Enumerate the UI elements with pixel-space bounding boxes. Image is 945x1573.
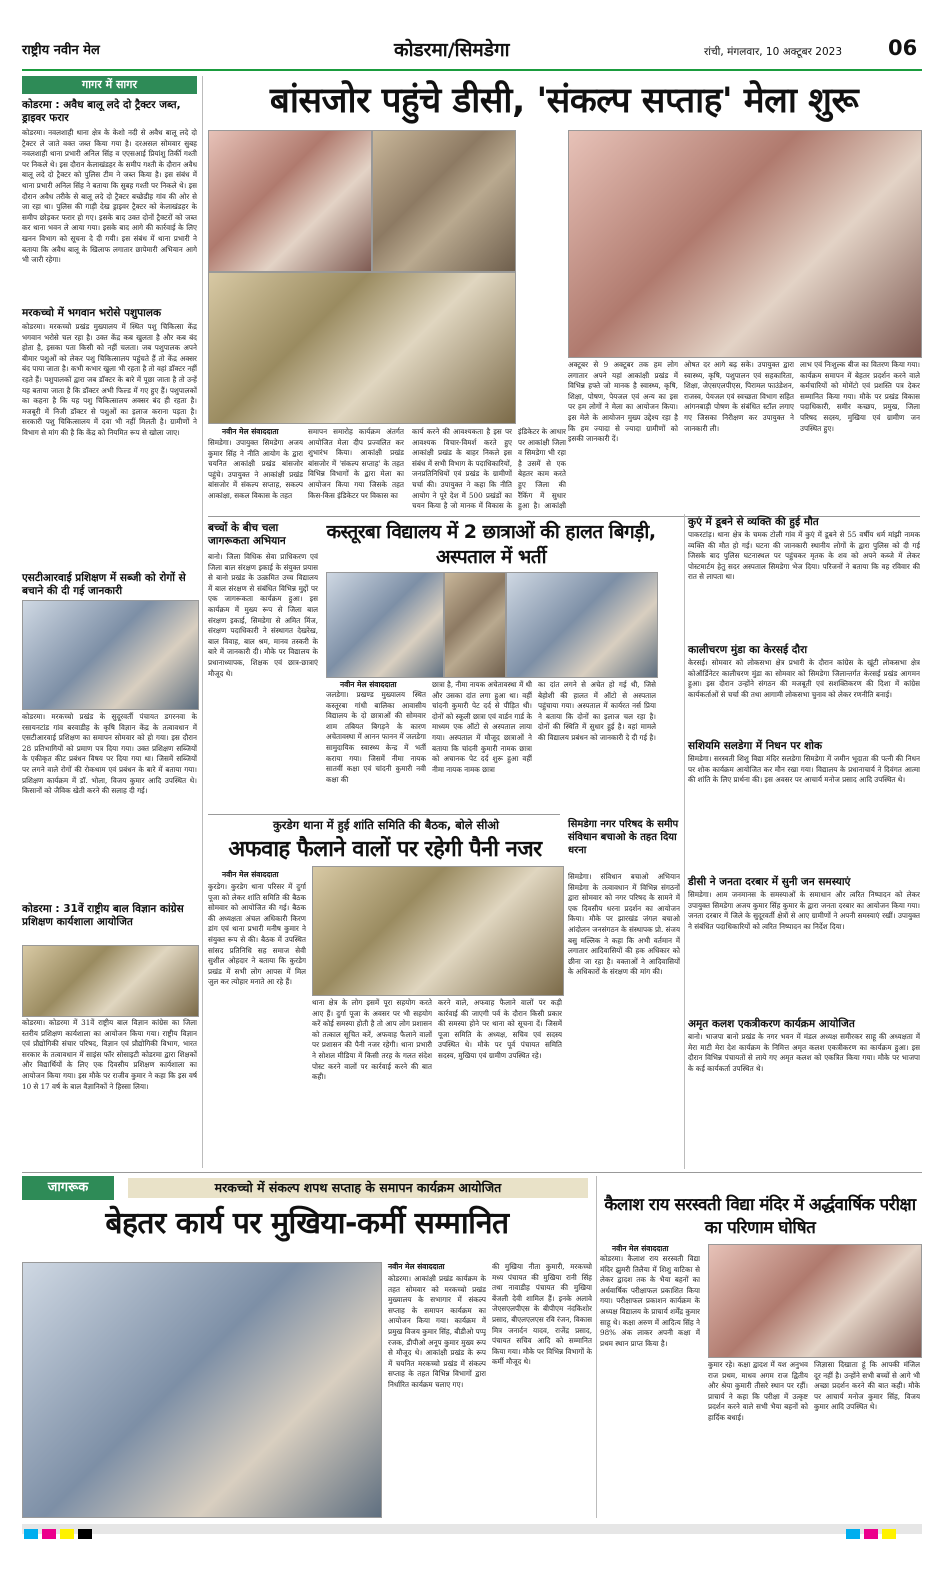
kurdeg-body-col2: थाना क्षेत्र के लोग इसमें पूरा सहयोग करते आए हैं। दुर्गा पूजा के अवसर पर भी सहयोग करें कोई समस्या होती है तो आप लोग प्रशासन को तत्काल सूचित करें, अफवाह फैलाने वालों पर प्रशासन की पैनी नजर रहेगी। थाना प्रभारी ने सोशल मीडिया में किसी तरह के गलत संदेश पोस्ट करने वालों पर कार्रवाई करने की बात कही।: [312, 998, 432, 1082]
registration-yellow-right: [882, 1529, 896, 1539]
left-section-banner: गागर में सागर: [22, 76, 197, 94]
kasturba-headline: कस्तूरबा विद्यालय में 2 छात्राओं की हालत बिगड़ी, अस्पताल में भर्ती: [326, 521, 656, 568]
school-byline: नवीन मेल संवाददाता: [612, 1244, 669, 1253]
kurdeg-meeting-photo: [312, 866, 564, 996]
kasturba-body-col3: का दांत लगने से अचेत हो गई थी, जिसे बेहोशी की हालत में ऑटो से अस्पताल पहुंचाया गया। अस्पताल में कार्यरत नर्स प्रिया ने बताया कि दोनों का इलाज चल रहा है। दोनों की स्थिति में सुधार हुई है। वहां मामले की विद्यालय प्रबंधन को जानकारी दे दी गई है।: [538, 680, 656, 742]
page-number: 06: [888, 36, 918, 60]
brief-amrit-kalash-headline: अमृत कलश एकत्रीकरण कार्यक्रम आयोजित: [688, 1018, 855, 1030]
bottom-byline: नवीन मेल संवाददाता: [388, 1262, 445, 1271]
registration-cyan: [24, 1529, 38, 1539]
lead-body-col5b: इंडिकेटर के आधार पर आकांक्षी जिला व सिमडेगा भी रहा है उसमें से एक बेहतर काम करते हुए जिला की रैंकिंग में सुधार हुआ है। आकांक्षी: [518, 427, 566, 511]
color-registration-strip-right: [846, 1524, 900, 1543]
brief-kalicharan-headline: कालीचरण मुंडा का केरसई दौरा: [688, 644, 808, 656]
lead-photo-dc-award: [208, 130, 372, 272]
school-body-col3: जिज्ञासा दिखाता हूं कि आपकी मंजिल दूर नहीं है। उन्होंने सभी बच्चों से आगे भी अच्छा प्रदर्शन करने की बात कही। मौके पर आचार्य मनोज कुमार सिंह, विजय कुमार आदि उपस्थित थे।: [814, 1360, 920, 1412]
science-congress-photo: [22, 945, 199, 1017]
brief-janta-darbar-headline: डीसी ने जनता दरबार में सुनी जन समस्याएं: [688, 876, 851, 888]
dateline: रांची, मंगलवार, 10 अक्टूबर 2023: [704, 46, 842, 58]
bottom-top-rule: [22, 1172, 922, 1173]
registration-yellow: [60, 1529, 74, 1539]
school-headline: कैलाश राय सरस्वती विद्या मंदिर में अर्द्धवार्षिक परीक्षा का परिणाम घोषित: [604, 1195, 916, 1238]
brief-condolence-headline: सशियमि सलडेगा में निधन पर शोक: [688, 740, 823, 752]
kurdeg-body-col3: करने वाले, अफवाह फैलाने वालों पर कड़ी कार्रवाई की जाएगी पर्व के दौरान किसी प्रकार की समस्या होने पर थाना को सूचना दें। जिसमें पूजा समिति के अध्यक्ष, सचिव एवं सदस्य उपस्थित थे। मौके पर पूर्व पंचायत समिति सदस्य, मुखिया एवं ग्रामीण उपस्थित रहे।: [438, 998, 562, 1060]
paper-logo: राष्ट्रीय नवीन मेल: [22, 43, 100, 58]
kasturba-byline: नवीन मेल संवाददाता: [340, 680, 397, 689]
bottom-headline: बेहतर कार्य पर मुखिया-कर्मी सम्मानित: [105, 1206, 509, 1241]
left-story3-headline: एसटीआरवाई प्रशिक्षण में सब्जी को रोगों से बचाने की दी गई जानकारी: [22, 572, 186, 597]
school-body-col1: कोडरमा। कैलाश राय सरस्वती विद्या मंदिर झुमरी तिलैया में शिशु वाटिका से लेकर द्वादश तक के भैया बहनों का अर्धवार्षिक परीक्षाफल प्रकाशित किया गया। परीक्षाफल प्रकाशन कार्यक्रम के अध्यक्ष विद्यालय के प्राचार्य शर्मेंद्र कुमार साहू थे। कक्षा अरुण में आदित्य सिंह ने 98% अंक लाकर अपनी कक्षा में प्रथम स्थान प्राप्त किया है।: [600, 1254, 700, 1348]
kasturba-photo-3: [506, 572, 658, 678]
jagruk-tag: जागरूक: [22, 1176, 114, 1200]
left-divider: [202, 76, 203, 1168]
lead-body-col6: अक्टूबर से 9 अक्टूबर तक हम लोग लगातार अपने यहां आकांक्षी प्रखंड में विभिन्न हफ्ते जो मानक है स्वास्थ्य, कृषि, शिक्षा, पोषण, पेयजल एवं अन्य का इस पर हम लोगों ने मेला का आयोजन किया। इस मेले के आयोजन मुख्य उद्देश्य रहा है कि हम ज्यादा से ज्यादा ग्रामीणों को इसकी जानकारी दें।: [568, 360, 678, 444]
children-campaign-body: बानो। जिला विधिक सेवा प्राधिकरण एवं जिला बाल संरक्षण इकाई के संयुक्त प्रयास से बानो प्रखंड के उत्क्रमित उच्च विद्यालय में बाल संरक्षण से संबंधित विभिन्न मुद्दों पर एक जागरूकता कार्यक्रम हुआ। इस कार्यक्रम में मुख्य रूप से जिला बाल संरक्षण इकाई, सिमडेगा से अमित मिंज, संरक्षण पदाधिकारी ने संस्थागत देखरेख, बाल विवाह, बाल श्रम, मानव तस्करी के बारे में जानकारी दी। मौके पर विद्यालय के प्रधानाध्यापक, शिक्षक एवं छात्र-छात्राएं मौजूद थे।: [208, 552, 318, 678]
registration-magenta: [42, 1529, 56, 1539]
left-story2-headline: मरकच्चो में भगवान भरोसे पशुपालक: [22, 307, 162, 319]
left-story3-body: कोडरमा। मरकच्चो प्रखंड के सुदूरवर्ती पंचायत डगरनवा के रसायनटांड गांव बरवाडीह के कृषि विज्ञान केंद्र के तत्वावधान में एसटीआरवाई प्रशिक्षण का समापन सोमवार को हो गया। इस दौरान 28 प्रतिभागियों को प्रमाण पत्र दिया गया। उक्त प्रशिक्षण सब्जियों के एकीकृत कीट प्रबंधन विषय पर दिया गया था। जिसमें सब्जियों पर लगने वाले रोगों की रोकथाम एवं प्रबंधन के बारे में बताया गया। प्रशिक्षण कार्यक्रम में डॉ. भोला, विजय कुमार आदि उपस्थित थे। किसानों को जैविक खेती करने की सलाह दी गई।: [22, 712, 197, 796]
color-registration-strip: [24, 1524, 96, 1543]
lead-photo-crowd: [208, 272, 516, 424]
kasturba-body-col1: जलडेगा। प्रखण्ड मुख्यालय स्थित कस्तूरबा गांधी बालिका आवासीय विद्यालय के दो छात्राओं की सोमवार शाम तबियत बिगड़ने के कारण अचेतावस्था में आनन फानन में जलडेगा सामुदायिक स्वास्थ्य केन्द्र में भर्ती कराया गया। जिसमें नीमा नायक सातवीं कक्षा एवं चांदनी कुमारी नवी कक्षा की: [326, 690, 426, 784]
brief-well-body: पाकरटांड़। थाना क्षेत्र के चमक टोली गांव में कुएं में डूबने से 55 वर्षीय धर्म मांझी नामक व्यक्ति की मौत हो गई। घटना की जानकारी स्थानीय लोगों के द्वारा पुलिस को दी गई जिसके बाद पुलिस घटनास्थल पर पहुंचकर मृतक के शव को अपने कब्जे में लेकर पोस्टमार्टम हेतु सदर अस्पताल सिमडेगा भेज दिया। परिजनों ने बताया कि वह रविवार की रात से लापता था।: [688, 530, 920, 582]
lead-body-col1: सिमडेगा। उपायुक्त सिमडेगा अजय कुमार सिंह ने नीति आयोग के द्वारा चयनित आकांक्षी प्रखंड बांसजोर पहुंचे। उपायुक्त ने आकांक्षी प्रखंड बांसजोर में संकल्प सप्ताह, सकल्प आकांक्षा, सकल विकास के तहत: [208, 438, 303, 500]
left-story2-body: कोडरमा। मरकच्चो प्रखंड मुख्यालय में स्थित पशु चिकित्सा केंद्र भगवान भरोसे चल रहा है। उक्त केंद्र कब खुलता है और कब बंद होता है, इसका पता किसी को नहीं चलता। जब पशुपालक अपने बीमार पशुओं को लेकर पशु चिकित्सालय पहुंचते हैं तो केंद्र अक्सर बंद पाया जाता है। कभी कभार खुला भी रहता है तो वहां डॉक्टर नहीं रहते हैं। पशुपालकों द्वारा जब डॉक्टर के बारे में पूछा जाता है तो उन्हें यह बताया जाता है कि डॉक्टर अभी फिल्ड में गए हुए हैं। पशुपालकों का कहना है कि यह पशु चिकित्सालय अक्सर बंद ही रहता है। मजबूरी में निजी डॉक्टर से पशुओं का इलाज कराना पड़ता है। सरकारी पशु चिकित्सालय में दवा भी नहीं मिलती है। ग्रामीणों ने विभाग से मांग की है कि केंद्र को नियमित रूप से खोला जाए।: [22, 322, 197, 437]
school-body-col2: कुमार रहे। कक्षा द्वादश में यश अनुभव राज प्रथम, माधव अगम राज द्वितीय और श्रेया कुमारी तीसरे स्थान पर रहीं। प्राचार्य ने कहा कि परीक्षा में उत्कृष्ट प्रदर्शन करने वाले सभी भैया बहनों को हार्दिक बधाई।: [708, 1360, 808, 1422]
kurdeg-byline: नवीन मेल संवाददाता: [222, 870, 279, 879]
kasturba-photo-2: [444, 572, 506, 678]
lead-body-col4: कार्य करने की आवश्यकता है इस पर आवश्यक विचार-विमर्श करते हुए आकांक्षी प्रखंड के बाहर निकले इस संबंध में सभी विभाग के पदाधिकारियों, जनप्रतिनिधियों एवं प्रखंड के ग्रामीणों चर्चा की। उपायुक्त ने कहा कि नीति आयोग ने पूरे देश में 500 प्रखंडों का चयन किया है जो मानक में विकास के: [412, 427, 512, 511]
brief-amrit-kalash-body: बानो। भाजपा बानो प्रखंड के नगर भवन में मंडल अध्यक्ष समीरकर साहू की अध्यक्षता में मेरा माटी मेरा देश कार्यक्रम के निमित्त अमृत कलश एकत्रीकरण का कार्यक्रम हुआ। इस दौरान विभिन्न पंचायतों से लाये गए अमृत कलश को एकत्रित किया गया। मौके पर भाजपा के कई कार्यकर्ता उपस्थित थे।: [688, 1032, 920, 1073]
kurdeg-headline: अफवाह फैलाने वालों पर रहेगी पैनी नजर: [228, 837, 542, 862]
lead-body-col2: समापन समारोह कार्यक्रम अंतर्गत आयोजित मेला दीप प्रज्वलित कर शुभारंभ किया। आकांक्षी प्रखंड बांसजोर में 'संकल्प सप्ताह' के तहत विभिन्न विभागों के द्वारा मेला का आयोजन किया गया जिसके तहत किस-किस इंडिकेटर पर विकास का: [308, 427, 404, 500]
lead-body-col7: ओषत दर आगे बढ़ सके। उपायुक्त द्वारा स्वास्थ्य, कृषि, पशुपालन एवं सहकारिता, शिक्षा, जेएसएलपीएस, पिरामल फाउंडेशन, राजस्व, पेयजल एवं स्वच्छता विभाग सहित आंगनबाड़ी पोषण के संबंधित स्टॉल लगाए गए जिसका निरीक्षण कर उपायुक्त ने जानकारी ली।: [684, 360, 794, 433]
nagar-parishad-headline: सिमडेगा नगर परिषद के समीप संविधान बचाओ के तहत दिया धरना: [568, 819, 679, 856]
kurdeg-body-col1: कुरडेग। कुरडेग थाना परिसर में दुर्गा पूजा को लेकर शांति समिति की बैठक सोमवार को आयोजित की गई। बैठक की अध्यक्षता अंचल अधिकारी किरण डांग एवं थाना प्रभारी मनीष कुमार ने संयुक्त रूप से की। बैठक में उपस्थित सांसद प्रतिनिधि सह समाज सेवी सुशील ओहदार ने बताया कि कुरडेग प्रखंड में सभी लोग आपस में मिल जुल कर त्योहार मनाते आ रहे हैं।: [208, 882, 306, 987]
lead-body-col8: लाभ एवं निःशुल्क बीज का वितरण किया गया। कार्यक्रम समापन में बेहतर प्रदर्शन करने वाले कर्मचारियों को मोमेंटो एवं प्रशस्ति पत्र देकर सम्मानित किया गया। मौके पर प्रखंड विकास पदाधिकारी, समीर कच्छप, प्रमुख, जिला परिषद सदस्य, मुखिया एवं ग्रामीण जन उपस्थित हुए।: [800, 360, 920, 433]
registration-magenta-right: [864, 1529, 878, 1539]
lead-headline: बांसजोर पहुंचे डीसी, 'संकल्प सप्ताह' मेला शुरू: [269, 81, 859, 121]
children-campaign-headline: बच्चों के बीच चला जागरूकता अभियान: [208, 522, 286, 547]
brief-well-headline: कुएं में डूबने से व्यक्ति की हुई मौत: [688, 516, 819, 528]
brief-kalicharan-body: केरसई। सोमवार को लोकसभा क्षेत्र प्रभारी के दौरान कांग्रेस के खूंटी लोकसभा क्षेत्र कोऑर्डिनेटर कालीचरण मुंडा का सोमवार को सिमडेगा जिलान्तर्गत केरसई प्रखंड आगमन हुआ। इस दौरान उन्होंने संगठन की मजबूती एवं सशक्तिकरण की दिशा में कांग्रेस कार्यकर्ताओं से चर्चा की तथा आगामी लोकसभा चुनाव को लेकर रणनीति बनाई।: [688, 658, 920, 699]
registration-black: [78, 1529, 92, 1539]
footer-bar: [22, 1524, 922, 1534]
brief-janta-darbar-body: सिमडेगा। आम जनमानस के समस्याओं के समाधान और त्वरित निष्पादन को लेकर उपायुक्त सिमडेगा अजय कुमार सिंह कुमार के द्वारा जनता दरबार का आयोजन किया गया। जनता दरबार में जिले के सुदूरवर्ती क्षेत्रों से आए ग्रामीणों ने अपनी समस्याएं रखीं। उपायुक्त ने संबंधित पदाधिकारियों को त्वरित निष्पादन का निर्देश दिया।: [688, 890, 920, 931]
lead-photo-speaker: [372, 130, 516, 272]
left-story1-body: कोडरमा। नवलशाही थाना क्षेत्र के केशो नदी से अवैध बालू लदे दो ट्रैक्टर ले जाते वक्त जब्त किया गया है। दरअसल सोमवार सुबह नवलशाही थाना प्रभारी अनिल सिंह व एएसआई प्रियांशु तिर्की गश्ती पर निकले थे। इस दौरान केलाखंडहर के समीप गश्ती के दौरान अवैध बालू लदे दो ट्रैक्टर को पुलिस टीम ने जब्त किया है। इस संबंध में थाना प्रभारी अनिल सिंह ने बताया कि सुबह गश्ती पर निकले थे। इस दौरान अवैध तरीके से बालू लदे दो ट्रैक्टर बच्छेडीह गांव की ओर से जा रहा था। पुलिस की गाड़ी देख ड्राइवर ट्रैक्टर को केलाखंडहर के समीप छोड़कर फरार हो गए। इसके बाद उक्त दोनों ट्रैक्टरों को जब्त कर थाना भवन ले आया गया। इसके बाद आगे की कार्रवाई के लिए खनन विभाग को सूचना दे दी गयी। इस संबंध में थाना प्रभारी ने बताया कि अवैध बालू के खिलाफ लगातार छापेमारी अभियान आगे भी जारी रहेगा।: [22, 128, 197, 265]
kurdeg-top-rule: [208, 814, 560, 815]
lead-photo-stall: [568, 130, 922, 358]
bottom-honor-photo: [22, 1262, 382, 1518]
kasturba-body-col2: छात्रा है, नीमा नायक अचेतावस्था में थी और उसका दांत लगा हुआ था। वहीं चांदनी कुमारी पेट दर्द से पीड़ित थी। दोनों को स्कूली छात्रा एवं वार्डन गार्ड के माध्यम एक ऑटो से अस्पताल लाया गया। अस्पताल में मौजूद छात्राओं ने बताया कि चांदनी कुमारी नामक छात्रा को अचानक पेट दर्द शुरू हुआ वहीं नीमा नायक नामक छात्रा: [432, 680, 532, 774]
section-title: कोडरमा/सिमडेगा: [394, 39, 510, 61]
kasturba-photo-1: [326, 572, 444, 678]
bottom-body-col1: कोडरमा। आकांक्षी प्रखंड कार्यक्रम के तहत सोमवार को मरकच्चो प्रखंड मुख्यालय के सभागार में संकल्प सप्ताह के समापन कार्यक्रम का आयोजन किया गया। कार्यक्रम में प्रमुख विजय कुमार सिंह, बीडीओ पप्पू रजक, डीपीओ अनूप कुमार मुख्य रूप से मौजूद थे। आकांक्षी प्रखंड के रूप में चयनित मरकच्चो प्रखंड में संकल्प सप्ताह के तहत विभिन्न विभागों द्वारा निर्धारित कार्यक्रम चलाए गए।: [388, 1274, 486, 1389]
kurdeg-kicker: कुरडेग थाना में हुई शांति समिति की बैठक, बोले सीओ: [272, 818, 500, 832]
left-story4-headline: कोडरमा : 31वें राष्ट्रीय बाल विज्ञान कांग्रेस प्रशिक्षण कार्यशाला आयोजित: [22, 903, 184, 928]
registration-cyan-right: [846, 1529, 860, 1539]
brief-condolence-body: सिमडेगा। सरस्वती शिशु विद्या मंदिर सलडेगा सिमडेगा में जमीन भूदाता की पत्नी की निधन पर शोक कार्यक्रम आयोजित कर मौन रखा गया। विद्यालय के प्रधानाचार्य ने दिवंगत आत्मा की शांति के लिए प्रार्थना की। इस अवसर पर आचार्य मनोज प्रसाद आदि उपस्थित थे।: [688, 754, 920, 785]
school-result-photo: [708, 1244, 922, 1358]
lead-body-upper-col: [518, 130, 564, 425]
center-right-divider: [684, 514, 685, 1169]
bottom-body-col2: की मुखिया नीता कुमारी, मरकच्चो मध्य पंचायत की मुखिया रानी सिंह तथा नावाडीह पंचायत की मुखिया बेंजली देवी शामिल हैं। इनके अलावे जेएसएलपीएस के बीपीएम नंदकिशोर प्रसाद, बीएलएलएस रवि रंजन, विकास मित्र जनार्दन यादव, राजेंद्र प्रसाद, पंचायत सचिव आदि को सम्मानित किया गया। मौके पर विभिन्न विभागों के कर्मी मौजूद थे।: [492, 1262, 592, 1367]
masthead: [22, 34, 922, 68]
lead-byline: नवीन मेल संवाददाता: [222, 427, 279, 436]
left-story1-headline: कोडरमा : अवैध बालू लदे दो ट्रैक्टर जब्त, ड्राइवर फरार: [22, 99, 181, 124]
training-photo: [22, 600, 199, 710]
bottom-kicker: मरकच्चो में संकल्प शपथ सप्ताह के समापन कार्यक्रम आयोजित: [128, 1178, 588, 1198]
nagar-parishad-body: सिमडेगा। संविधान बचाओ अभियान सिमडेगा के तत्वावधान में विभिन्न संगठनों द्वारा सोमवार को नगर परिषद के सामने में एक दिवसीय धरना प्रदर्शन का आयोजन किया। मौके पर झारखंड जंगल बचाओ आंदोलन जनसंगठन के संस्थापक प्रो. संजय बसु मल्लिक ने कहा कि अभी वर्तमान में लगातार आदिवासियों की हक अधिकार को छीना जा रहा है। वक्ताओं ने आदिवासियों के अधिकारों के संरक्षण की मांग की।: [568, 872, 680, 977]
left-story4-body: कोडरमा। कोडरमा में 31वें राष्ट्रीय बाल विज्ञान कांग्रेस का जिला स्तरीय प्रशिक्षण कार्यशाला का आयोजन किया गया। राष्ट्रीय विज्ञान एवं प्रौद्योगिकी संचार परिषद, विज्ञान एवं प्रौद्योगिकी विभाग, भारत सरकार के तत्वावधान में साइंस फॉर सोसाइटी कोडरमा द्वारा शिक्षकों और विद्यार्थियों के लिए एक दिवसीय प्रशिक्षण कार्यशाला का आयोजन किया गया। इस मौके पर राजीव कुमार ने कहा कि इस वर्ष 10 से 17 वर्ष के बाल वैज्ञानिकों ने हिस्सा लिया।: [22, 1018, 197, 1091]
bottom-divider: [596, 1176, 597, 1518]
masthead-rule: [22, 69, 922, 71]
